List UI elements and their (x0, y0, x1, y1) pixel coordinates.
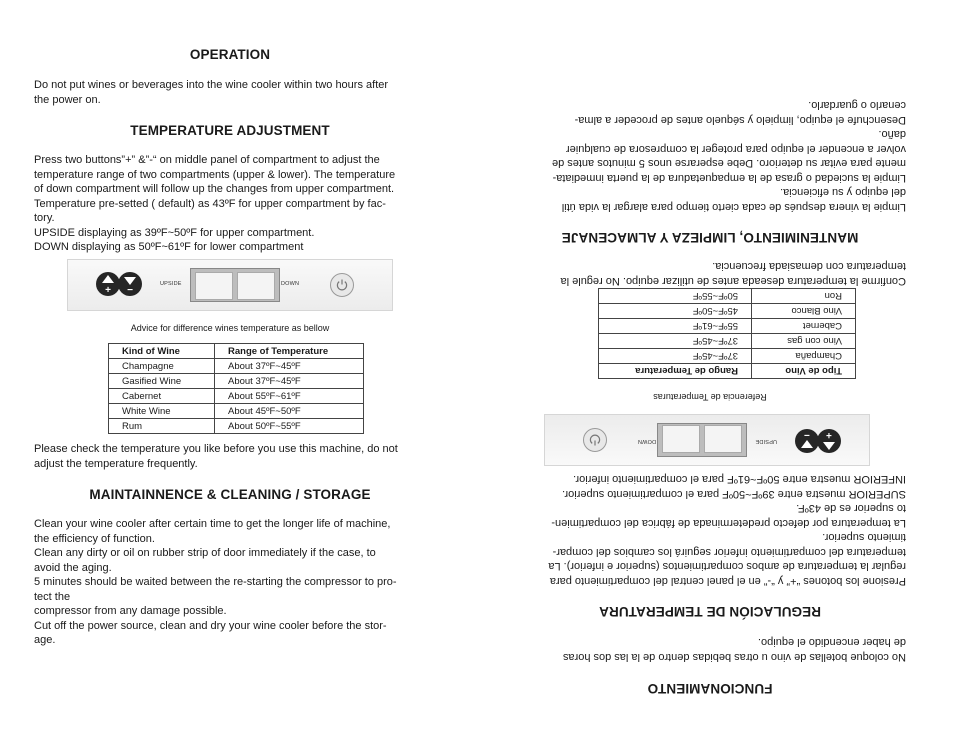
table-header-row (599, 364, 856, 379)
operation-heading: FUNCIONAMIENTO (647, 681, 773, 696)
power-icon (330, 273, 354, 297)
text-line: of down compartment will follow up the changes from upper compartment. (34, 183, 395, 195)
table-cell: 45ºF~50ºF (599, 304, 752, 319)
table-cell: Ron (752, 289, 856, 304)
advice-caption: Referencia de Temperaturas (653, 392, 767, 402)
table-cell: Champagne (109, 359, 215, 374)
table-row (599, 289, 856, 304)
text-line: UPSIDE displaying as 39ºF~50ºF for upper compartment. (34, 226, 315, 239)
table-cell: 55ºF~61ºF (599, 319, 752, 334)
table-cell: Rum (109, 419, 215, 434)
text-line: temperature range of two compartments (upper & lower). The temperature (34, 168, 396, 181)
spanish-page-rotated (477, 0, 954, 738)
table-row (599, 349, 856, 364)
text-line: mente para evitar su deterioro. Debe esperarse unos 5 minutos antes de (551, 157, 906, 170)
table-cell: White Wine (109, 404, 215, 419)
table-cell: Cabernet (109, 389, 215, 404)
text-line: Do not put wines or beverages into the wine cooler within two hours after (34, 79, 389, 91)
text-line: del equipo y su eficiencia. (780, 186, 906, 199)
display-segment (662, 425, 700, 453)
text-line: No coloque botellas de vino u otras bebidas dentro de la las dos horas (562, 651, 906, 663)
control-panel-illustration (544, 414, 870, 466)
table-row (109, 389, 364, 404)
maintenance-heading: MAINTAINNENCE & CLEANING / STORAGE (89, 487, 371, 502)
down-label: DOWN (637, 438, 656, 444)
table-header: Kind of Wine (109, 344, 215, 359)
table-row (599, 304, 856, 319)
text-line: Confirme la temperatura deseada antes de utilizar equipo. No regule la (560, 275, 906, 287)
text-line: INFERIOR muestra entre 50ºF~61ºF para el compartimiento inferior. (573, 473, 906, 486)
temperature-heading: TEMPERATURE ADJUSTMENT (130, 123, 330, 138)
text-line: adjust the temperature frequently. (34, 457, 198, 470)
check-paragraph (34, 442, 429, 471)
plus-button-icon: + (817, 429, 841, 453)
wine-temperature-table (598, 288, 856, 379)
temperature-paragraph (511, 472, 906, 588)
maintenance-paragraph (34, 517, 429, 648)
maintenance-heading: MANTENIMIENTO, LIMPIEZA Y ALMACENAJE (561, 230, 859, 245)
table-cell: Cabernet (752, 319, 856, 334)
text-line: Desenchufe el equipo, limpielo y séquelo antes de proceder a alma- (574, 114, 906, 126)
table-cell: Vino con gas (752, 334, 856, 349)
text-line: Limpie la suciedad o grasa de la empaquetadura de la puerta inmediata- (552, 172, 906, 184)
table-row (599, 319, 856, 334)
display-segment (195, 272, 233, 300)
down-label: DOWN (281, 281, 300, 287)
text-line: Please check the temperature you like before you use this machine, do not (34, 443, 398, 455)
table-header: Rango de Temperatura (599, 364, 752, 379)
text-line: regular la temperatura de ambos compartimientos (superior e inferior). La (548, 560, 906, 573)
display-segment (237, 272, 275, 300)
text-line: Clean any dirty or oil on rubber strip of door immediately if the case, to (34, 547, 376, 559)
text-line: daño. (878, 128, 906, 141)
text-line: DOWN displaying as 50ºF~61ºF for lower compartment (34, 241, 304, 253)
minus-button-icon: − (118, 272, 142, 296)
temperature-paragraph (34, 153, 429, 255)
text-line: Cut off the power source, clean and dry your wine cooler before the stor- (34, 619, 387, 632)
text-line: timiento superior. (822, 531, 906, 544)
upside-label: UPSIDE (160, 281, 182, 287)
check-paragraph (511, 259, 906, 288)
table-row (109, 404, 364, 419)
text-line: La temperatura por defecto predeterminada de fábrica del compartimien- (551, 517, 906, 529)
text-line: volver a encender el equipo para proteger la compresora de cualquier (566, 143, 906, 155)
display-segment (704, 425, 742, 453)
operation-paragraph (511, 635, 906, 664)
table-row (599, 334, 856, 349)
text-line: avoid the aging. (34, 561, 112, 574)
table-cell: About 50ºF~55ºF (215, 419, 364, 434)
upside-label: UPSIDE (755, 438, 777, 444)
text-line: temperatura del compartimiento inferior seguirá los cambios del compar- (552, 546, 906, 558)
text-line: compressor from any damage possible. (34, 605, 227, 617)
control-panel-illustration (67, 259, 393, 311)
text-line: Clean your wine cooler after certain time to get the longer life of machine, (34, 518, 391, 530)
table-cell: Gasified Wine (109, 374, 215, 389)
table-cell: 37ºF~45ºF (599, 349, 752, 364)
operation-heading: OPERATION (189, 47, 271, 62)
table-cell: Vino Blanco (752, 304, 856, 319)
text-line: de haber encendido el equipo. (757, 636, 906, 649)
text-line: the efficiency of function. (34, 532, 155, 545)
table-cell: 50ºF~55ºF (599, 289, 752, 304)
text-line: tory. (34, 212, 55, 224)
text-line: tect the (34, 590, 71, 603)
maintenance-paragraph (511, 98, 906, 214)
temperature-heading: REGULACIÓN DE TEMPERATURA (599, 604, 822, 619)
table-cell: About 55ºF~61ºF (215, 389, 364, 404)
temperature-display (190, 268, 280, 302)
table-row (109, 359, 364, 374)
table-header: Tipo de Vino (752, 364, 856, 379)
text-line: to superior es de 43ºF. (796, 502, 906, 515)
advice-caption: Advice for difference wines temperature as bellow (130, 323, 330, 333)
text-line: Presione los botones “+” y “-” en el panel central del compartimiento para (549, 575, 906, 587)
table-cell: About 45ºF~50ºF (215, 404, 364, 419)
text-line: temperatura con demasiada frecuencia. (712, 260, 906, 273)
text-line: Press two buttons”+” &”-“ on middle panel of compartment to adjust the (34, 154, 380, 166)
text-line: Temperature pre-setted ( default) as 43ºF for upper compartment by fac- (34, 197, 386, 210)
text-line: age. (34, 634, 56, 646)
minus-button-icon: − (795, 429, 819, 453)
table-cell: 37ºF~45ºF (599, 334, 752, 349)
plus-button-icon: + (96, 272, 120, 296)
operation-paragraph (34, 78, 429, 107)
table-header-row (109, 344, 364, 359)
spanish-page (477, 0, 954, 738)
text-line: SUPERIOR muestra entre 39ºF~50ºF para el compartimiento superior. (562, 488, 906, 500)
table-cell: Champaña (752, 349, 856, 364)
text-line: the power on. (34, 93, 101, 106)
power-icon (583, 428, 607, 452)
table-cell: About 37ºF~45ºF (215, 359, 364, 374)
text-line: cenarlo o guardarlo. (808, 99, 906, 112)
text-line: Limpie la vinera después de cada cierto tiempo para alargar la vida útil (561, 201, 906, 213)
wine-temperature-table (108, 343, 364, 434)
table-row (109, 374, 364, 389)
text-line: 5 minutes should be waited between the re-starting the compressor to pro- (34, 576, 397, 588)
table-header: Range of Temperature (215, 344, 364, 359)
table-cell: About 37ºF~45ºF (215, 374, 364, 389)
temperature-display (657, 423, 747, 457)
table-row (109, 419, 364, 434)
